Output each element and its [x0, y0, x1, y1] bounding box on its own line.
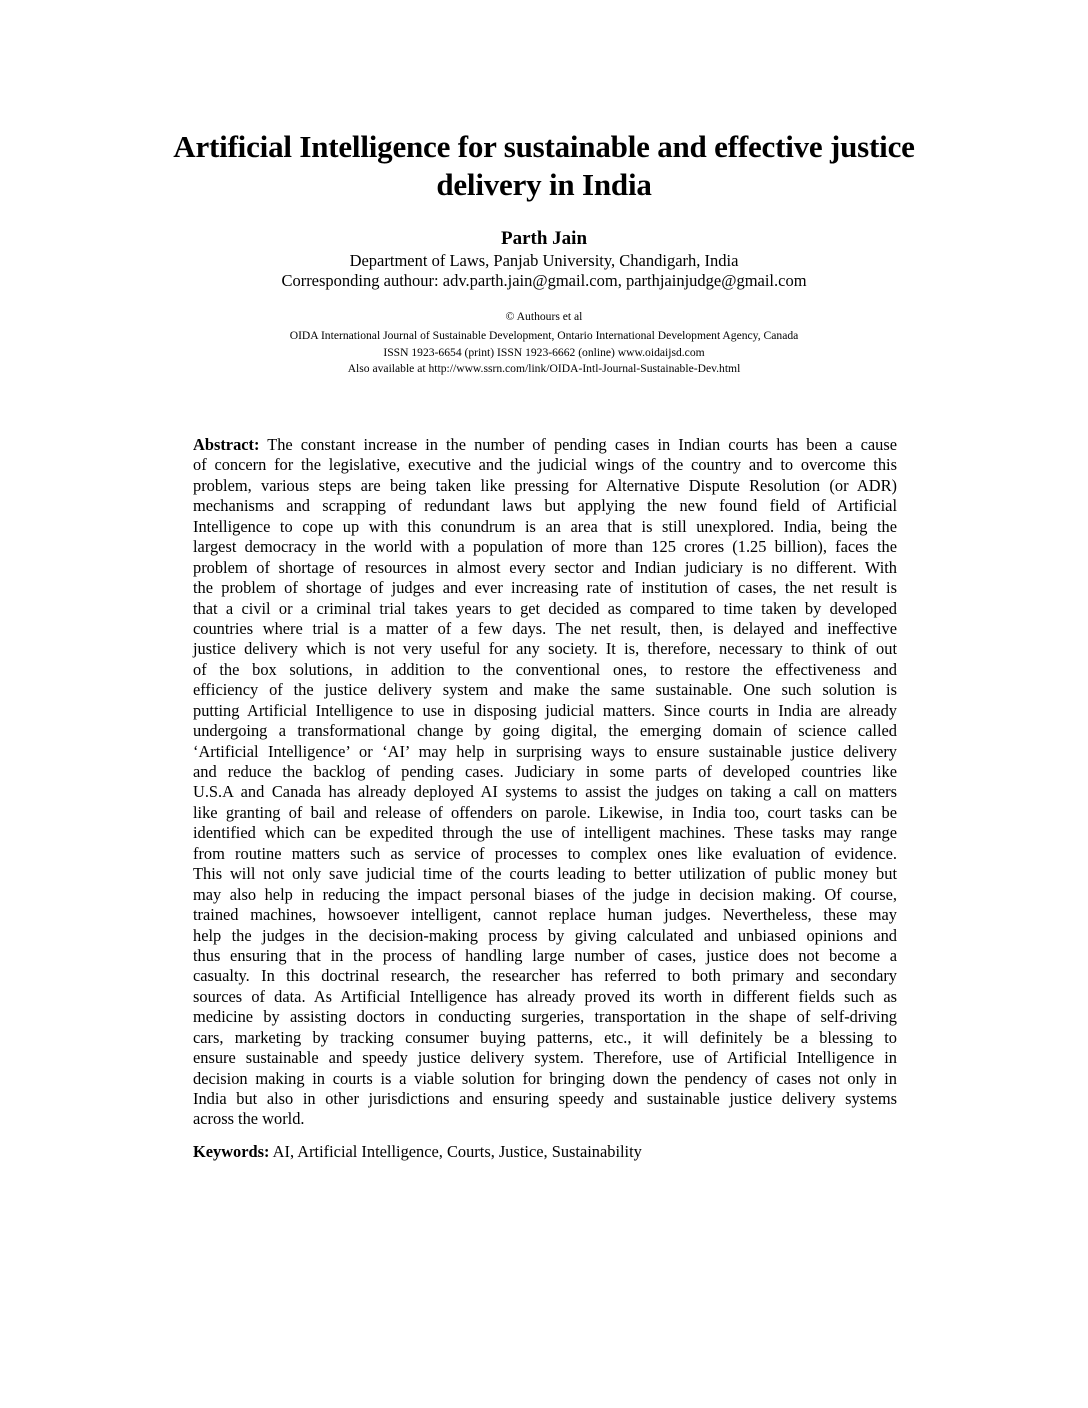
- abstract-line-text: putting Artificial Intelligence to use in disposing judicial matters. Since courts in India are already: [193, 700, 897, 720]
- abstract-line-text: largest democracy in the world with a population of more than 125 crores (1.25 billion), faces the: [193, 537, 897, 557]
- abstract-line-text: ensure sustainable and speedy justice delivery system. Therefore, use of Artificial Intelligence in: [193, 1048, 897, 1068]
- abstract-line: [193, 619, 897, 639]
- paper-title: [100, 128, 988, 204]
- abstract-line: [193, 1109, 897, 1129]
- availability-line: Also available at http://www.ssrn.com/link/OIDA-Intl-Journal-Sustainable-Dev.html: [347, 362, 741, 375]
- abstract-line-text: countries where trial is a matter of a few days. The net result, then, is delayed and ineffective: [193, 618, 897, 638]
- abstract-line: [193, 517, 897, 537]
- abstract-line-text: decision making in courts is a viable solution for bringing down the pendency of cases not only in: [193, 1068, 897, 1088]
- abstract-line: [193, 1069, 897, 1089]
- abstract-line: [193, 782, 897, 802]
- abstract-line-text: undergoing a transformational change by going digital, the emerging domain of science called: [193, 721, 897, 741]
- abstract-line-text: identified which can be expedited through the use of intelligent machines. These tasks may range: [193, 823, 897, 843]
- abstract-body: [193, 455, 897, 1129]
- abstract-line: [193, 721, 897, 741]
- abstract-line: [193, 885, 897, 905]
- issn-line: ISSN 1923-6654 (print) ISSN 1923-6662 (online) www.oidaijsd.com: [383, 346, 705, 359]
- abstract-line-text: sources of data. As Artificial Intelligence has already proved its worth in different fields such as: [193, 986, 897, 1006]
- abstract: [193, 435, 897, 1130]
- abstract-line-text: justice delivery which is not very useful for any society. It is, therefore, necessary to think of out: [193, 639, 897, 659]
- paper-title-line-1: Artificial Intelligence for sustainable and effective justice: [173, 129, 915, 164]
- abstract-line: [193, 762, 897, 782]
- abstract-line: [193, 680, 897, 700]
- keywords-label: Keywords:: [193, 1142, 270, 1161]
- abstract-label: Abstract:: [193, 435, 260, 454]
- corresponding-author: Corresponding authour: adv.parth.jain@gmail.com, parthjainjudge@gmail.com: [281, 271, 807, 290]
- abstract-line-text: India but also in other jurisdictions and ensuring speedy and sustainable justice delivery systems: [193, 1089, 897, 1108]
- abstract-line-text: of concern for the legislative, executive and the judicial wings of the country and to overcome this: [193, 455, 897, 475]
- abstract-line-text: This will not only save judicial time of the courts leading to better utilization of public money but: [193, 864, 897, 884]
- abstract-line-text: U.S.A and Canada has already deployed AI systems to assist the judges on taking a call on matters: [193, 782, 897, 802]
- keywords-text: AI, Artificial Intelligence, Courts, Justice, Sustainability: [269, 1142, 642, 1161]
- abstract-line: [193, 905, 897, 925]
- abstract-line-text: may also help in reducing the impact personal biases of the judge in decision making. Of course,: [193, 884, 897, 904]
- abstract-line: [193, 435, 897, 455]
- abstract-line: [193, 496, 897, 516]
- abstract-line-text: across the world.: [193, 1109, 305, 1129]
- abstract-line-text: like granting of bail and release of offenders on parole. Likewise, in India too, court tasks can be: [193, 802, 897, 822]
- abstract-line: [193, 599, 897, 619]
- abstract-line-text: ‘Artificial Intelligence’ or ‘AI’ may help in surprising ways to ensure sustainable justice delivery: [193, 741, 897, 761]
- abstract-line: [193, 558, 897, 578]
- abstract-line: [193, 537, 897, 557]
- copyright-notice: © Authours et al: [505, 310, 583, 323]
- abstract-line: [193, 1089, 897, 1109]
- abstract-line: [193, 476, 897, 496]
- abstract-line-text: medicine by assisting doctors in conducting surgeries, transportation in the shape of self-driving: [193, 1007, 897, 1027]
- abstract-line-text: problem, various steps are being taken like pressing for Alternative Dispute Resolution (or ADR): [193, 475, 897, 495]
- abstract-line: [193, 966, 897, 986]
- abstract-line-text: Intelligence to cope up with this conundrum is an area that is still unexplored. India, being the: [193, 516, 897, 536]
- abstract-line: [193, 823, 897, 843]
- abstract-line-text: casualty. In this doctrinal research, the researcher has referred to both primary and secondary: [193, 966, 897, 986]
- abstract-line: [193, 946, 897, 966]
- abstract-line: [193, 1048, 897, 1068]
- abstract-line: [193, 987, 897, 1007]
- keywords: [193, 1142, 897, 1162]
- abstract-line-text: help the judges in the decision-making process by giving calculated and unbiased opinions and: [193, 925, 897, 945]
- abstract-line: [193, 701, 897, 721]
- abstract-line-text: of the box solutions, in addition to the conventional ones, to restore the effectiveness and: [193, 659, 897, 679]
- abstract-line: [193, 660, 897, 680]
- abstract-line: [193, 844, 897, 864]
- abstract-line: [193, 455, 897, 475]
- author-affiliation: Department of Laws, Panjab University, Chandigarh, India: [349, 251, 739, 270]
- abstract-line-text: problem of shortage of resources in almost every sector and Indian judiciary is no different. With: [193, 557, 897, 577]
- abstract-line-text: mechanisms and scrapping of redundant laws but applying the new found field of Artificial: [193, 496, 897, 516]
- abstract-line-text: trained machines, howsoever intelligent, cannot replace human judges. Nevertheless, these may: [193, 905, 897, 925]
- abstract-line-text: from routine matters such as service of processes to complex ones like evaluation of evidence.: [193, 843, 897, 863]
- abstract-line: [193, 639, 897, 659]
- abstract-line: [193, 864, 897, 884]
- abstract-line: [193, 803, 897, 823]
- abstract-line-text: thus ensuring that in the process of handling large number of cases, justice does not become a: [193, 945, 897, 965]
- abstract-line: [193, 926, 897, 946]
- abstract-line-text: cars, marketing by tracking consumer buying patterns, etc., it will definitely be a blessing to: [193, 1027, 897, 1047]
- abstract-line-text: that a civil or a criminal trial takes years to get decided as compared to time taken by developed: [193, 598, 897, 618]
- author-name: Parth Jain: [500, 228, 588, 249]
- abstract-line: [193, 1007, 897, 1027]
- paper-title-line-2: delivery in India: [436, 167, 652, 202]
- abstract-line: [193, 1028, 897, 1048]
- abstract-line-text: the problem of shortage of judges and ever increasing rate of institution of cases, the net result is: [193, 578, 897, 598]
- abstract-line-text: efficiency of the justice delivery system and make the same sustainable. One such solution is: [193, 680, 897, 700]
- abstract-line: [193, 742, 897, 762]
- journal-name: OIDA International Journal of Sustainable Development, Ontario International Development Agency, Canada: [289, 329, 799, 342]
- abstract-line-text: and reduce the backlog of pending cases. Judiciary in some parts of developed countries like: [193, 762, 897, 781]
- abstract-line: [193, 578, 897, 598]
- abstract-first-line-text: The constant increase in the number of pending cases in Indian courts has been a cause: [259, 435, 897, 454]
